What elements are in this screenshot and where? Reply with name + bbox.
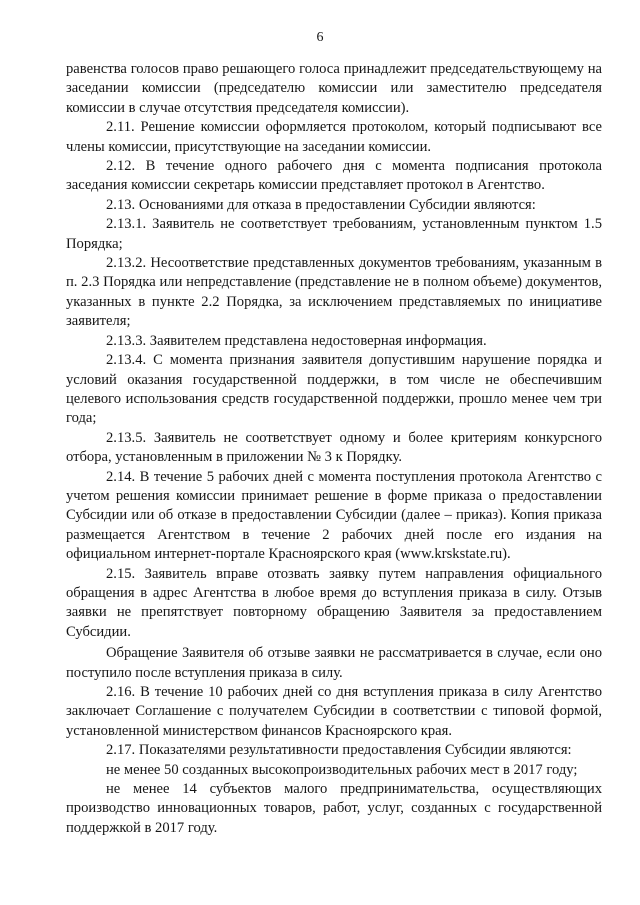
paragraph-2-11: 2.11. Решение комиссии оформляется протоколом, который подписывают все члены комиссии, присутствующие на заседании комиссии. xyxy=(66,119,602,155)
indicator-small-business: не менее 14 субъектов малого предпринимательства, осуществляющих производство инновационных товаров, работ, услуг, созданных с государственной поддержкой в 2017 году. xyxy=(66,781,602,836)
page-number: 6 xyxy=(316,30,324,45)
document-body xyxy=(66,60,602,838)
paragraph-2-12: 2.12. В течение одного рабочего дня с момента подписания протокола заседания комиссии секретарь комиссии представляет протокол в Агентство. xyxy=(66,158,602,194)
paragraph-2-17: 2.17. Показателями результативности предоставления Субсидии являются: xyxy=(106,742,572,759)
paragraph-withdrawal-note: Обращение Заявителя об отзыве заявки не рассматривается в случае, если оно поступило после вступления приказа в силу. xyxy=(66,645,602,681)
paragraph-2-13-2: 2.13.2. Несоответствие представленных документов требованиям, указанным в п. 2.3 Порядка или непредставление (представление не в полном объеме) документов, указанных в пункте 2.2 Порядка, за исключением представляемых по инициативе заявителя; xyxy=(66,255,602,330)
paragraph-2-13-4: 2.13.4. С момента признания заявителя допустившим нарушение порядка и условий оказания государственной поддержки, в том числе не обеспечившим целевого использования средств государственной поддержки, прошло менее чем три года; xyxy=(66,352,602,427)
paragraph-2-16: 2.16. В течение 10 рабочих дней со дня вступления приказа в силу Агентство заключает Соглашение с получателем Субсидии в соответствии с типовой формой, установленной министерством финансов Красноярского края. xyxy=(66,684,602,739)
paragraph-2-14: 2.14. В течение 5 рабочих дней с момента поступления протокола Агентство с учетом решения комиссии принимает решение в форме приказа о предоставлении Субсидии или об отказе в предоставлении Субсидии (далее – приказ). Копия приказа размещается Агентством в течение 2 рабочих дней после его издания на официальном интернет-портале Красноярского края (www.krskstate.ru). xyxy=(66,468,602,563)
indicator-jobs: не менее 50 созданных высокопроизводительных рабочих мест в 2017 году; xyxy=(106,761,578,778)
paragraph-2-13-5: 2.13.5. Заявитель не соответствует одному и более критериям конкурсного отбора, установленным в приложении № 3 к Порядку. xyxy=(66,429,602,466)
paragraph-2-13-1: 2.13.1. Заявитель не соответствует требованиям, установленным пунктом 1.5 Порядка; xyxy=(66,216,602,252)
paragraph-2-15: 2.15. Заявитель вправе отозвать заявку путем направления официального обращения в адрес Агентства в любое время до вступления приказа в силу. Отзыв заявки не препятствует повторному обращению Заявителя за предоставлением Субсидии. xyxy=(66,565,602,640)
paragraph-2-13: 2.13. Основаниями для отказа в предоставлении Субсидии являются: xyxy=(106,196,536,213)
paragraph-2-13-3: 2.13.3. Заявителем представлена недостоверная информация. xyxy=(106,332,487,349)
paragraph-continuation: равенства голосов право решающего голоса принадлежит председательствующему на заседании комиссии (председателю комиссии или заместителю председателя комиссии в случае отсутствия председателя комиссии). xyxy=(66,61,602,116)
